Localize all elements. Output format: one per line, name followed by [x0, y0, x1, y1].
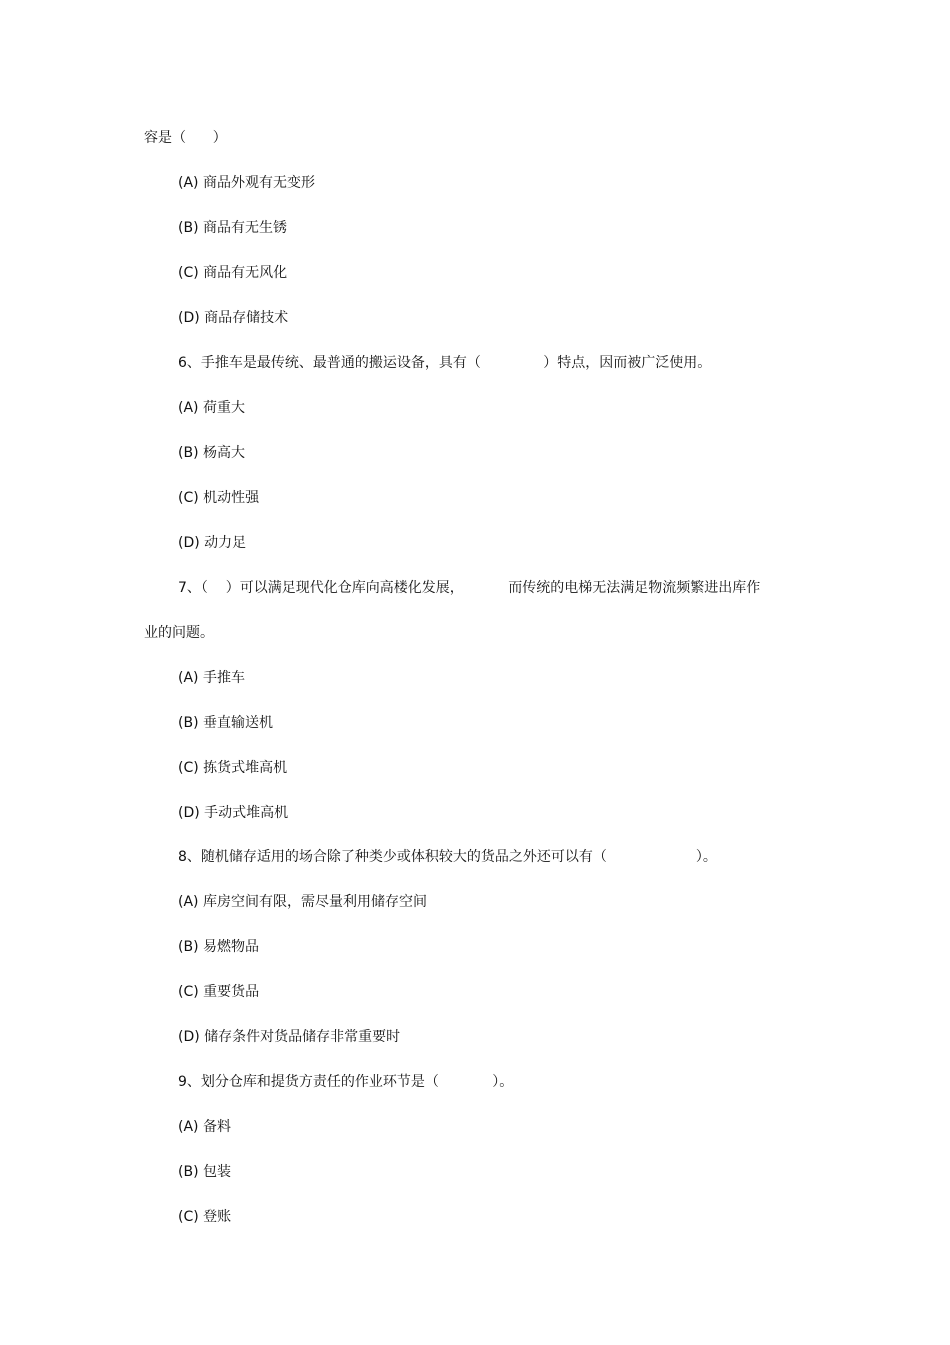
q9-option-b: (B) 包装	[178, 1164, 231, 1180]
q8-option-c: (C) 重要货品	[178, 984, 260, 1000]
q6-option-b: (B) 杨高大	[178, 445, 245, 461]
q9-option-c: (C) 登账	[178, 1209, 232, 1225]
question-9: 9、划分仓库和提货方责任的作业环节是（ ）。	[178, 1074, 514, 1090]
question-7-continuation: 业的问题。	[144, 625, 214, 641]
q6-option-a: (A) 荷重大	[178, 400, 245, 416]
question-continuation: 容是（ ）	[144, 130, 227, 146]
q7-option-a: (A) 手推车	[178, 670, 245, 686]
q7-option-b: (B) 垂直输送机	[178, 715, 273, 731]
option-a: (A) 商品外观有无变形	[178, 175, 315, 191]
q8-option-d: (D) 储存条件对货品储存非常重要时	[178, 1029, 401, 1045]
q6-option-c: (C) 机动性强	[178, 490, 260, 506]
option-d: (D) 商品存储技术	[178, 310, 289, 326]
q9-option-a: (A) 备料	[178, 1119, 231, 1135]
question-7: 7、（ ）可以满足现代化仓库向高楼化发展， 而传统的电梯无法满足物流频繁进出库作	[178, 580, 761, 596]
q6-option-d: (D) 动力足	[178, 535, 247, 551]
option-b: (B) 商品有无生锈	[178, 220, 287, 236]
question-6: 6、手推车是最传统、最普通的搬运设备，具有（ ）特点，因而被广泛使用。	[178, 355, 712, 371]
option-c: (C) 商品有无风化	[178, 265, 288, 281]
question-8: 8、随机储存适用的场合除了种类少或体积较大的货品之外还可以有（ ）。	[178, 849, 717, 865]
q7-option-c: (C) 拣货式堆高机	[178, 760, 288, 776]
q8-option-b: (B) 易燃物品	[178, 939, 259, 955]
q8-option-a: (A) 库房空间有限，需尽量利用储存空间	[178, 894, 427, 910]
q7-option-d: (D) 手动式堆高机	[178, 805, 289, 821]
